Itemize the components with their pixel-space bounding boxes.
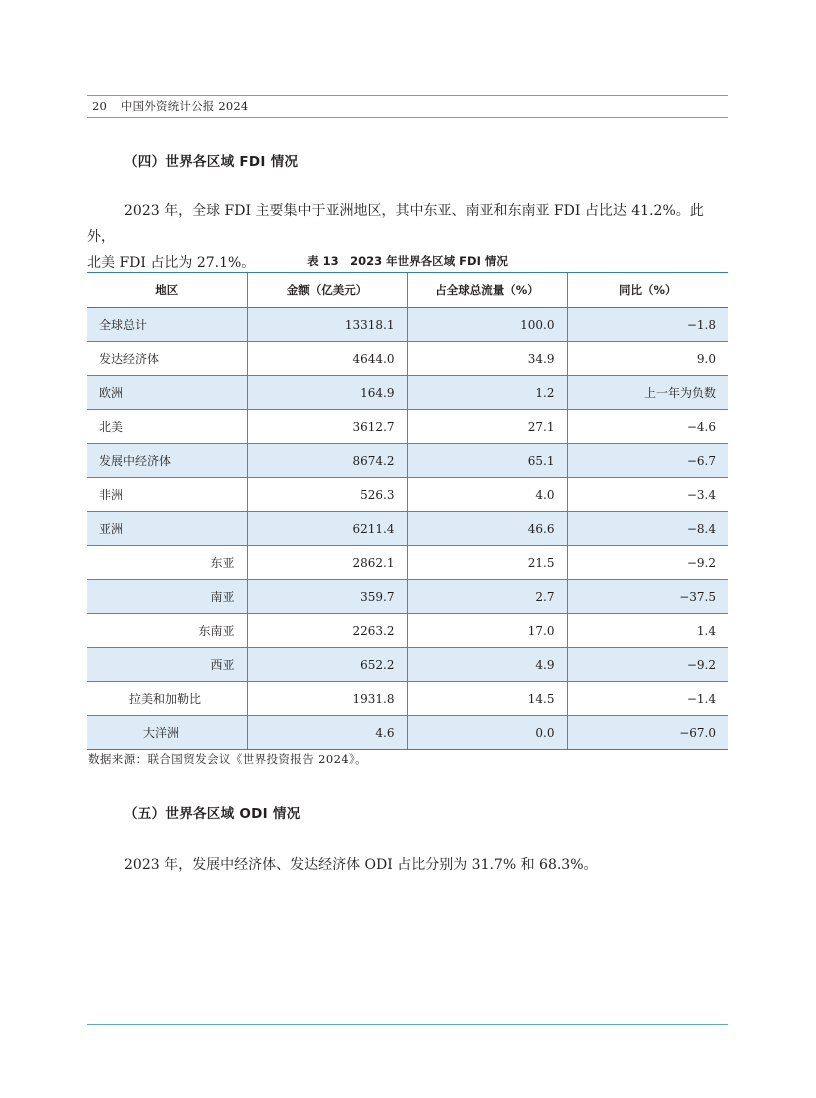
table-row (87, 716, 728, 750)
region-cell: 非洲 (87, 478, 247, 512)
region-cell: 大洋洲 (87, 716, 247, 750)
share-cell: 1.2 (407, 376, 567, 410)
publication-title: 中国外资统计公报 2024 (120, 99, 249, 113)
table-row (87, 376, 728, 410)
header-bottom-rule (87, 117, 728, 118)
page-header (92, 98, 248, 114)
column-header-amount: 金额（亿美元） (247, 273, 407, 308)
region-cell: 亚洲 (87, 512, 247, 546)
column-header-yoy: 同比（%） (567, 273, 728, 308)
share-cell: 4.0 (407, 478, 567, 512)
section-heading-fdi: （四）世界各区域 FDI 情况 (124, 154, 299, 170)
header-top-rule (87, 95, 728, 96)
amount-cell: 4.6 (247, 716, 407, 750)
yoy-cell: −67.0 (567, 716, 728, 750)
amount-cell: 1931.8 (247, 682, 407, 716)
region-cell: 欧洲 (87, 376, 247, 410)
amount-cell: 13318.1 (247, 308, 407, 342)
table-caption: 表 13 2023 年世界各区域 FDI 情况 (307, 254, 508, 268)
share-cell: 17.0 (407, 614, 567, 648)
table-row (87, 512, 728, 546)
fdi-paragraph-line1: 2023 年，全球 FDI 主要集中于亚洲地区，其中东亚、南亚和东南亚 FDI 占比达 41.2%。此外， (87, 203, 704, 245)
table-row (87, 478, 728, 512)
share-cell: 0.0 (407, 716, 567, 750)
region-cell: 拉美和加勒比 (87, 682, 247, 716)
share-cell: 21.5 (407, 546, 567, 580)
footer-rule (87, 1024, 728, 1025)
amount-cell: 526.3 (247, 478, 407, 512)
fdi-table (87, 272, 728, 750)
yoy-cell: −4.6 (567, 410, 728, 444)
table-row (87, 648, 728, 682)
region-cell: 发展中经济体 (87, 444, 247, 478)
share-cell: 46.6 (407, 512, 567, 546)
amount-cell: 164.9 (247, 376, 407, 410)
region-cell: 东南亚 (87, 614, 247, 648)
table-source-note: 数据来源：联合国贸发会议《世界投资报告 2024》。 (88, 752, 368, 766)
table-row (87, 444, 728, 478)
table-header-row (87, 273, 728, 308)
yoy-cell: 上一年为负数 (567, 376, 728, 410)
amount-cell: 3612.7 (247, 410, 407, 444)
yoy-cell: 1.4 (567, 614, 728, 648)
table-row (87, 614, 728, 648)
table-row (87, 546, 728, 580)
table-row (87, 410, 728, 444)
column-header-share: 占全球总流量（%） (407, 273, 567, 308)
yoy-cell: −9.2 (567, 648, 728, 682)
yoy-cell: −3.4 (567, 478, 728, 512)
page-number: 20 (92, 99, 108, 113)
share-cell: 14.5 (407, 682, 567, 716)
table-row (87, 580, 728, 614)
amount-cell: 359.7 (247, 580, 407, 614)
region-cell: 西亚 (87, 648, 247, 682)
yoy-cell: −1.8 (567, 308, 728, 342)
table-row (87, 342, 728, 376)
yoy-cell: −8.4 (567, 512, 728, 546)
section-heading-odi: （五）世界各区域 ODI 情况 (124, 806, 301, 822)
region-cell: 发达经济体 (87, 342, 247, 376)
share-cell: 100.0 (407, 308, 567, 342)
yoy-cell: 9.0 (567, 342, 728, 376)
share-cell: 34.9 (407, 342, 567, 376)
share-cell: 4.9 (407, 648, 567, 682)
amount-cell: 4644.0 (247, 342, 407, 376)
table-row (87, 308, 728, 342)
yoy-cell: −9.2 (567, 546, 728, 580)
share-cell: 65.1 (407, 444, 567, 478)
column-header-region: 地区 (87, 273, 247, 308)
odi-paragraph (87, 852, 728, 878)
amount-cell: 652.2 (247, 648, 407, 682)
amount-cell: 2862.1 (247, 546, 407, 580)
table-row (87, 682, 728, 716)
region-cell: 南亚 (87, 580, 247, 614)
amount-cell: 2263.2 (247, 614, 407, 648)
odi-paragraph-line1: 2023 年，发展中经济体、发达经济体 ODI 占比分别为 31.7% 和 68.3%。 (124, 857, 598, 873)
region-cell: 北美 (87, 410, 247, 444)
amount-cell: 8674.2 (247, 444, 407, 478)
region-cell: 全球总计 (87, 308, 247, 342)
yoy-cell: −37.5 (567, 580, 728, 614)
yoy-cell: −1.4 (567, 682, 728, 716)
region-cell: 东亚 (87, 546, 247, 580)
share-cell: 27.1 (407, 410, 567, 444)
amount-cell: 6211.4 (247, 512, 407, 546)
yoy-cell: −6.7 (567, 444, 728, 478)
fdi-paragraph-line2: 北美 FDI 占比为 27.1%。 (87, 255, 256, 271)
share-cell: 2.7 (407, 580, 567, 614)
